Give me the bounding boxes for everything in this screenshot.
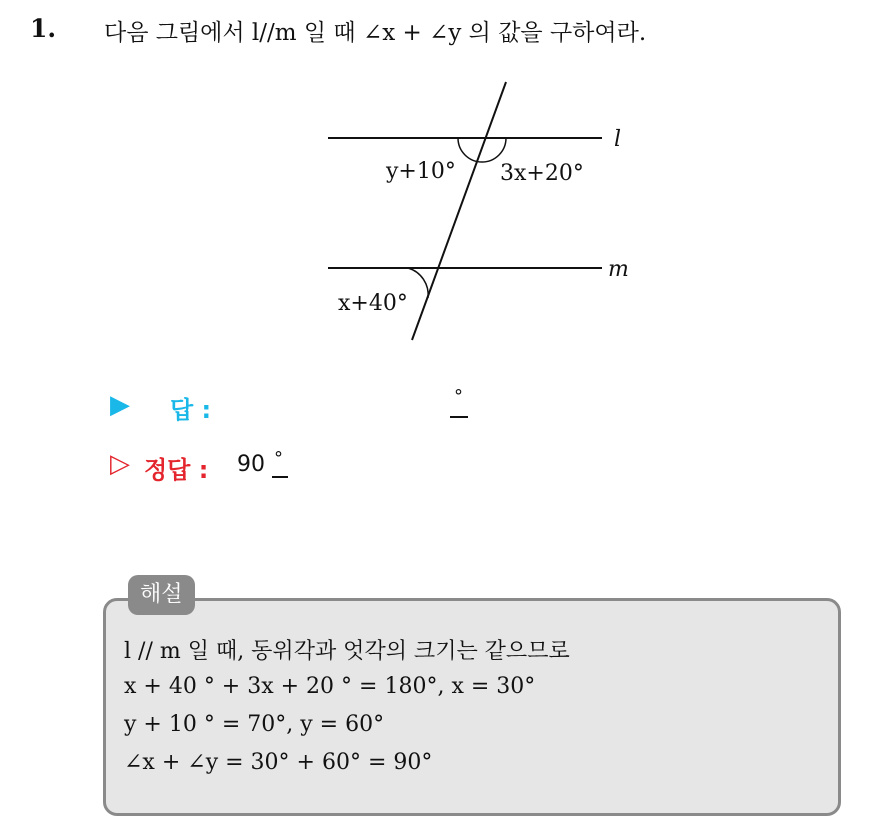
answer-label: 답 : <box>170 396 212 424</box>
solution-line-3: y + 10 ° = 70°, y = 60° <box>124 712 385 737</box>
question-text: 다음 그림에서 l//m 일 때 ∠x + ∠y 의 값을 구하여라. <box>104 20 647 46</box>
transversal <box>412 82 506 340</box>
answer-row <box>110 388 510 428</box>
correct-triangle-icon: ▷ <box>110 449 130 479</box>
line-l-label: l <box>614 127 622 152</box>
question-number: 1. <box>30 14 57 43</box>
angle-top-right-label: 3x+20° <box>500 161 584 186</box>
answer-degree: ° <box>454 386 463 407</box>
correct-answer-row <box>110 448 510 488</box>
figure-svg <box>300 70 660 350</box>
correct-degree: ° <box>274 448 283 469</box>
angle-arc-bottom <box>408 268 428 298</box>
answer-triangle-icon: ▶ <box>110 390 130 420</box>
parallel-lines-figure <box>300 70 660 350</box>
solution-line-4: ∠x + ∠y = 30° + 60° = 90° <box>124 750 433 775</box>
angle-top-left-label: y+10° <box>386 159 456 184</box>
solution-line-2: x + 40 ° + 3x + 20 ° = 180°, x = 30° <box>124 674 536 699</box>
correct-value: 90 <box>237 452 265 477</box>
line-m-label: m <box>608 257 629 282</box>
correct-label: 정답 : <box>144 456 209 484</box>
solution-tab: 해설 <box>128 575 195 615</box>
angle-bottom-label: x+40° <box>338 291 408 316</box>
solution-line-1: l // m 일 때, 동위각과 엇각의 크기는 같으므로 <box>124 639 570 664</box>
solution-box <box>103 598 841 816</box>
